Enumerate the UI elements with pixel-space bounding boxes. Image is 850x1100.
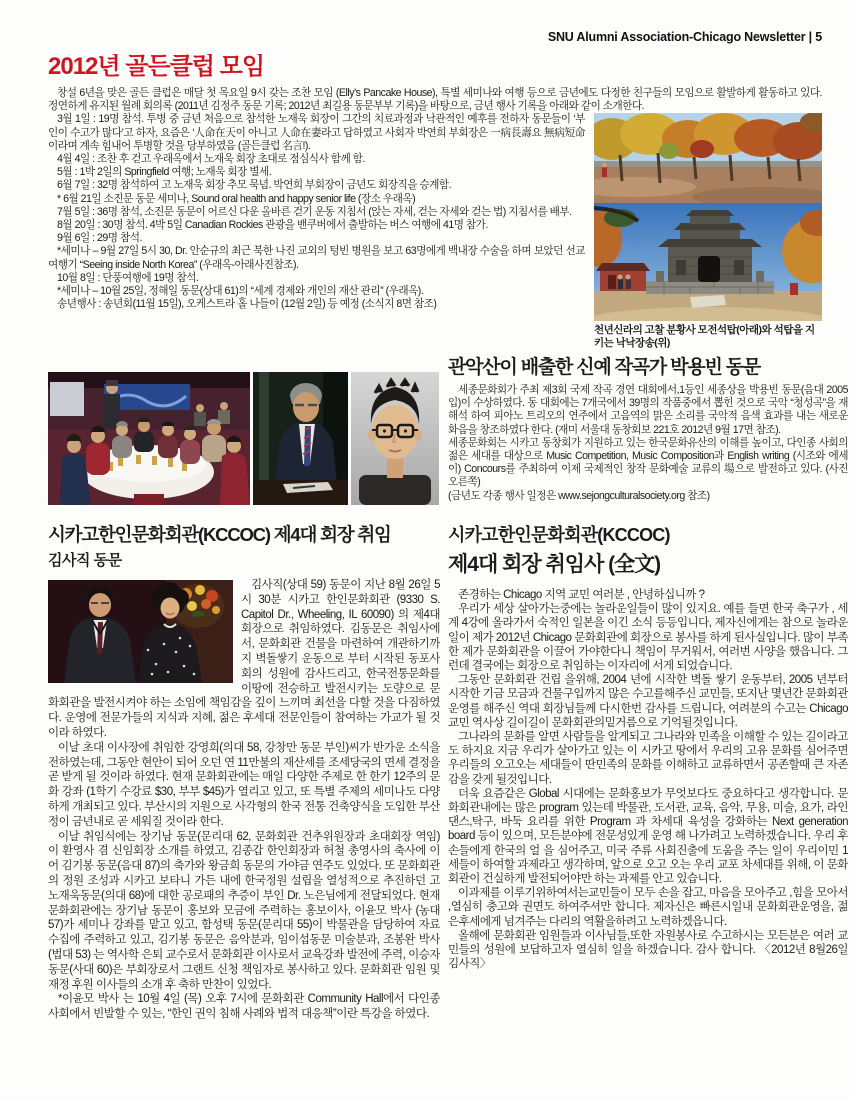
golden-club-paragraph: 4월 4일 : 조찬 후 걷고 우래옥에서 노재욱 회장 초대로 점심식사 함께 함. xyxy=(57,153,365,166)
inauguration-paragraph: *이윤모 박사 는 10월 4일 (목) 오후 7시에 문화회관 Community Hall에서 다인종 사회에서 빈발할 수 있는, “한인 권익 침해 사례와 법적 대응책”이란 특강을 하였다. xyxy=(48,993,440,1021)
golden-club-paragraph: 8월 20일 : 30명 참석. 4박 5일 Canadian Rockies 관광을 밴쿠버에서 출발하는 버스 여행에 41명 참가. xyxy=(57,219,488,232)
golden-club-paragraph: 9월 6일 : 29명 참석. xyxy=(57,232,142,245)
photo-seminar-speaker xyxy=(253,372,348,505)
golden-club-paragraph: 10월 8일 : 단풍여행에 19명 참석. xyxy=(57,271,199,284)
photo-golden-club-banquet xyxy=(48,372,250,505)
article-title-golden-club: 2012년 골든클럽 모임 xyxy=(48,54,265,80)
golden-club-paragraph: * 6월 21일 소진문 동문 세미나, Sound oral health and happy senior life (장소 우래옥) xyxy=(57,192,416,205)
article-kccoc-inauguration xyxy=(48,521,440,1097)
photo-autumn-pine-trees xyxy=(594,113,822,203)
article-composer xyxy=(448,352,848,524)
article-kccoc-speech xyxy=(448,521,848,1097)
speech-paragraph: 올해에 문화회관 임원들과 이사님들,또한 자원봉사로 수고하시는 모든분은 여러 교민들의 성원에 보답하고자 열심히 일을 하겠습니다. 감사 합니다. 〈2012년 8월26일 김사직〉 xyxy=(448,929,848,971)
speech-paragraph: 이과제를 이루기위하여서는교민들이 모두 손을 잡고, 마음을 모아주고 ,힘을 모아서 ,열심히 충고와 권면도 하여주셔만 합니다. 제자신은 빠른시일내 문화회관운영을, 젊은후세에게 넘겨주는 다리의 역활을하려고 노력하겠읍니다. xyxy=(448,887,848,928)
composer-paragraph: 세종문화회가 주최 제3회 국제 작곡 경연 대회에서,1등인 세종상을 박용빈 동문(음대 2005입)이 수상하였다. 동 대회에는 7개국에서 39명의 작품중에서 뽑힌 것으로 국악 “청성곡”을 재해석 하여 피아노 트리오의 연주에서 고음역의 맑은 소리를 국악적 음색 효과를 내는 새로운 화음을 창조하였다 한다. (재미 서울대 동창회보 221호 2012년 9월 17면 참조). xyxy=(448,384,848,436)
speech-paragraph: 그동안 문화회관 건립 을위해, 2004 년에 시작한 벽돌 쌓기 운동부터, 2005 년부터 시작한 기금 모금과 건물구입까지 많은 수고를해주신 교민들, 또지난 몇년간 문화회관 운영를 해주신 역대 회장님들께 다시한번 감사를 드립니다, 여려분의 수고는 Chicago 교민 역사상 길이길이 문화회관의밑거름으로 기억될것입니다. xyxy=(448,674,848,729)
speech-paragraph: 그나라의 문화를 알면 사람들을 알게되고 그나라와 민족을 이해할 수 있는 길이라고도 하지요 지금 우리가 살아가고 있는 이 시카고 땅에서 우리의 고유 문화를 심어주면 우리들의 오고오는 세대들이 딴민족의 문화를 이해하고 교류하면서 공존할때 큰 자존감을 갖게 될것입니다. xyxy=(448,731,848,786)
photo-bunhwangsa-pagoda xyxy=(594,203,822,321)
speech-paragraph: 더욱 요즘같은 Global 시대에는 문화홍보가 무엇보다도 중요하다고 생각합니다. 문화회관내에는 많은 program 있는데 박물관, 도서관, 교육, 음악, 무용, 미술, 요가, 라인댄스,탁구, 바둑 요리를 위한 Program 과 차세대 육성을 강화하는 Next generation board 등이 있으며, 모든분야에 전문성있게 운영 해 나가려고 노력하겠습니다. 우리 후손들에게 한국의 얼 을 심어주고, 미국 주류 사회진출에 도움을 주는 일이 우리이민 1세들이 하여할 과제라고 생각하며, 앞으로 오고 오는 우리 교포 차세대를 위해, 이 문화회관이 건실하게 발전되어야만 하는 과제를 안고 있습니다. xyxy=(448,787,848,886)
article-title-speech-line2: 제4대 회장 취임사 (全文) xyxy=(448,553,661,576)
golden-club-paragraph: 3월 1일 : 19명 참석. 투병 중 금년 처음으로 참석한 노재욱 회장이 그간의 치료과정과 낙관적인 예후를 전하자 동문들이 ‘부인이 수고가 많다’고 하자, 요즘은 ‘人命在天이 아니고 人命在妻라고 답하였고 사회자 박연희 부회장은 一病長壽요 無病短命이라며 계속 힘내어 투병할 것을 당부하였음 (골든클럽 名言!). xyxy=(48,113,585,152)
article-title-kccoc-inauguration: 시카고한인문화회관(KCCOC) 제4대 회장 취임 xyxy=(48,524,391,545)
article-title-speech-line1: 시카고한인문화회관(KCCOC) xyxy=(448,525,670,545)
photo-president-couple xyxy=(48,580,233,683)
golden-club-paragraph: 5월 : 1박 2일의 Springfield 여행; 노재욱 회장 별세. xyxy=(57,166,272,179)
composer-paragraph: 세종문화회는 시카고 동창회가 지원하고 있는 한국문화유산의 이해를 높이고, 다인종 사회의 젊은 세대를 대상으로 Music Competition, Music Composition과 English writing (시조와 에세이) Concours를 주최하여 이제 국제적인 창작 문화예술 교류의 場으로 발전하고 있다. (사진 오른쪽) xyxy=(448,436,848,489)
golden-club-photo-column xyxy=(594,113,822,349)
inauguration-paragraph: 이날 취임식에는 장기남 동문(문리대 62, 문화회관 건추위원장과 초대회장 역임)이 환영사 겸 신임회장 소개를 하였고, 김종갑 한인회장과 허철 총영사의 축사에 이어 김기봉 동문(음대 87)의 축가와 왕금희 동문의 가야금 연주도 있었다. 또 문화회관의 정원 조성과 시카고 보타니 가든 내에 한국정원 설립을 열성적으로 추진하던 고 노재욱동문(의대 68)에 대한 공로패의 추증이 부인 Dr. 노은님에게 전달되었다. 현재 문화회관에는 장기남 동문이 홍보와 모금에 주력하는 홍보이사, 이윤모 박사 (농대 57)가 세미나 강좌를 맡고 있고, 함성택 동문(문리대 55)이 박물관을 담당하여 자료 수집에 주력하고 있고, 김기봉 동문은 음악분과, 임이섭동문 미술분과, 조봉완 박사 (법대 53) 는 역사학 은퇴 교수로서 문화회관 이사로서 교육강좌 발전에 주력, 이승자동문(사대 60)은 부회장로서 그랜트 신청 책임자로 봉사하고 있다. 문화회관 임원 및 재정 후원 이사들의 소개 후 축하 만찬이 있었다. xyxy=(48,830,440,991)
page-header: SNU Alumni Association-Chicago Newsletter | 5 xyxy=(547,30,822,44)
photo-strip xyxy=(48,372,440,505)
inauguration-paragraph: 이날 초대 이사장에 취임한 강영희(의대 58, 강창만 동문 부인)씨가 반가운 소식을 전하였는데, 그동안 현안이 되어 오던 연 11만불의 재산세를 조세당국의 면세 결정을 곧 받게 될 것이라 하였다. 현재 문화회관에는 매일 다양한 주제로 한 한기 12주의 문화 강좌 (1학기 수강료 $30, 부부 $45)가 열리고 있고, 또 특별 주제의 세미나도 다양하게 개최되고 있다. 부산시의 지원으로 사각형의 한국 전통 건축양식을 도입한 부산정이 금년내로 곧 세워질 것이라 한다. xyxy=(48,741,440,828)
speech-paragraph: 존경하는 Chicago 지역 교민 여러분 , 안녕하십니까 ? xyxy=(458,589,705,601)
article-title-composer: 관악산이 배출한 신예 작곡가 박용빈 동문 xyxy=(448,357,761,378)
inauguration-paragraph: 김사직(상대 59) 동문이 지난 8월 26일 5시 30분 시카고 한인문화회관 (9330 S. Capitol Dr., Wheeling, IL 60090) 의 제4대 회장으로 취임하였다. 김동문은 취임사에서, 문화회관 건물을 마련하여 개관하기까지 벽돌쌓기 운동으로 부터 시작된 동포사회의 성원에 감사드리고, 한국전통문화를 이땅에 전승하고 발전시키는 도량으로 문화회관을 발전시켜야 하는 소임에 책임감을 깊이 느끼며 최선을 다할 것을 다짐하였다. 운영에 전문가들의 지식과 지혜, 젊은 후세대 전문인들이 참여하는 가교가 될 것이라 하였다. xyxy=(48,579,440,739)
golden-club-paragraph: 창설 6년을 맞은 골든 클럽은 매달 첫 목요일 9시 갖는 조찬 모임 (Elly’s Pancake House), 특별 세미나와 여행 등으로 금년에도 다정한 친구들의 모임으로 활발하게 활동하고 있다. 정연하게 유지된 월례 회의록 (2011년 김정주 동문 기록; 2012년 최길용 동문부부 기록)을 바탕으로, 금년 행사 기록을 아래와 같이 소개한다. xyxy=(48,87,822,113)
photo-composer-portrait xyxy=(351,372,439,505)
golden-club-paragraph: *세미나 – 9월 27일 5시 30, Dr. 안순규의 최근 북한 나진 교외의 텅빈 병원을 보고 63명에게 백내장 수술을 하며 보았던 선교 여행기 “Seeing inside North Korea” (우래옥-아래사진참조). xyxy=(48,245,585,271)
golden-club-paragraph: 6월 7일 : 32명 참석하여 고 노재욱 회장 추모 묵념. 박연희 부회장이 금년도 회장직을 승계함. xyxy=(57,179,452,192)
golden-club-paragraph: *세미나 – 10월 25일, 정해일 동문(상대 61)의 “세계 경제와 개인의 재산 관리” (우래옥). xyxy=(57,285,424,298)
article-subtitle-kim-sajik: 김사직 동문 xyxy=(48,552,122,569)
golden-club-paragraph: 7월 5일 : 36명 참석, 소진문 동문이 어르신 다운 올바른 걷기 운동 지침서 (앉는 자세, 걷는 자세와 걷는 법) 지침서를 배부. xyxy=(57,205,572,218)
photo-caption: 천년신라의 고찰 분황사 모전석탑(아래)와 석탑을 지키는 낙낙장송(위) xyxy=(594,324,815,349)
composer-paragraph: (금년도 각종 행사 일정은 www.sejongculturalsociety.org 참조) xyxy=(448,489,710,502)
article-golden-club xyxy=(48,54,822,372)
golden-club-paragraph: 송년행사 : 송년회(11월 15일), 오케스트라 홀 나들이 (12월 2일) 등 예정 (소식지 8면 참조) xyxy=(57,298,437,311)
speech-paragraph: 우리가 세상 살아가는중에는 놀라운일들이 많이 있지요. 예를 들면 한국 축구가 , 세계 4강에 올라가서 숙적인 일본을 이긴 소식 등등입니다, 제자신에게는 참으로 놀라운일이 제가 2012년 Chicago 문화회관에 회장으로 봉사를 하게 된사실입니다. 많이 부족한 제가 문화회관을 이끌어 가야한다니 책임이 무거워서, 여러번 사양을 했읍니다. 그런데 결국에는 회장으로 취임하는 이자리에 서게 되었습니다. xyxy=(448,603,848,673)
